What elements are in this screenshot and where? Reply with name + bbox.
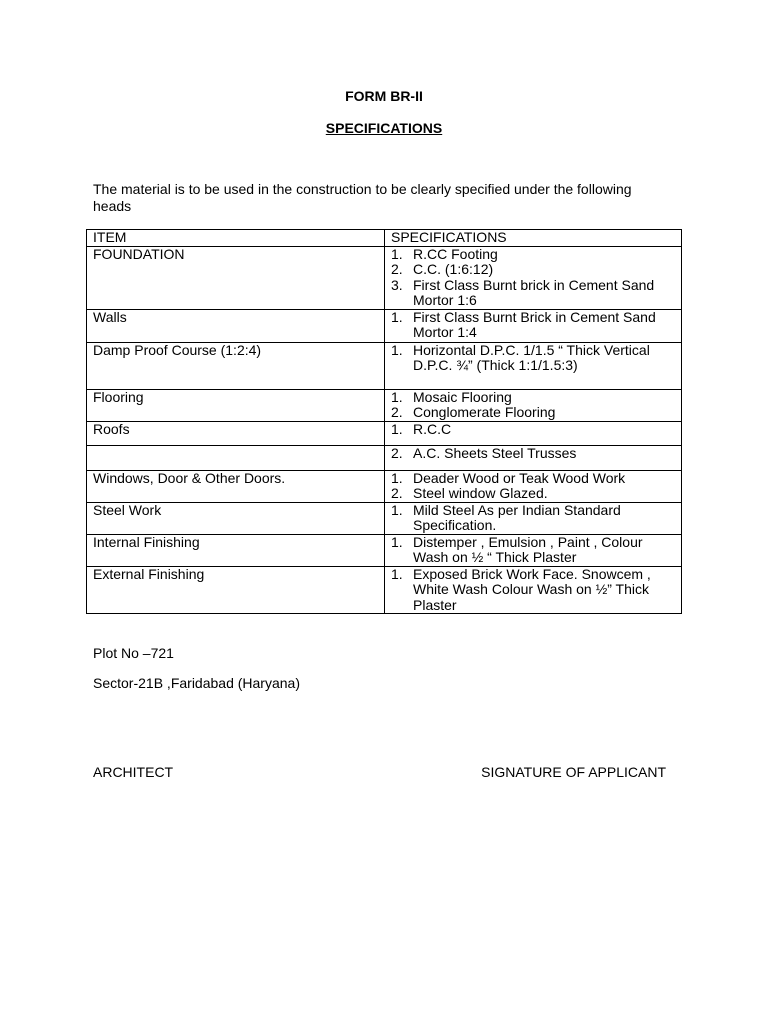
header-specifications: SPECIFICATIONS	[385, 230, 682, 247]
row-specifications	[385, 445, 682, 470]
table-row	[87, 309, 682, 342]
row-item: External Finishing	[87, 566, 385, 614]
row-specifications	[385, 342, 682, 389]
list-item	[391, 405, 675, 421]
table-row	[87, 445, 682, 470]
row-item: Steel Work	[87, 502, 385, 534]
spec-number: 1.	[391, 308, 403, 325]
spec-list	[391, 535, 675, 566]
spec-text: Horizontal D.P.C. 1/1.5 “ Thick Vertical D.P.C. ¾” (Thick 1:1/1.5:3)	[413, 341, 650, 373]
spec-text: Conglomerate Flooring	[413, 404, 556, 420]
list-item	[391, 278, 675, 309]
spec-text: First Class Burnt Brick in Cement Sand Mortor 1:4	[413, 308, 656, 340]
spec-number: 1.	[391, 245, 403, 262]
row-item: Damp Proof Course (1:2:4)	[87, 342, 385, 389]
list-item	[391, 247, 675, 263]
list-item	[391, 503, 675, 534]
table-row	[87, 566, 682, 614]
table-row	[87, 342, 682, 389]
spec-list	[391, 247, 675, 309]
list-item	[391, 567, 675, 614]
row-specifications	[385, 309, 682, 342]
spec-list	[391, 503, 675, 534]
specifications-title: SPECIFICATIONS	[325, 120, 443, 136]
spec-text: C.C. (1:6:12)	[413, 261, 494, 277]
spec-list	[391, 567, 675, 614]
spec-number: 1.	[391, 469, 403, 486]
row-specifications	[385, 389, 682, 421]
spec-number: 1.	[391, 565, 403, 582]
spec-list	[391, 343, 675, 374]
row-item: FOUNDATION	[87, 246, 385, 309]
spec-number: 1.	[391, 533, 403, 550]
architect-label: ARCHITECT	[93, 764, 174, 780]
table-row	[87, 502, 682, 534]
spec-number: 1.	[391, 388, 403, 405]
row-item: Roofs	[87, 421, 385, 445]
row-specifications	[385, 534, 682, 566]
row-item	[87, 445, 385, 470]
spec-text: First Class Burnt brick in Cement Sand Mortor 1:6	[413, 276, 655, 308]
spec-number: 2.	[391, 261, 403, 277]
list-item	[391, 343, 675, 374]
row-specifications	[385, 470, 682, 502]
spec-list	[391, 446, 675, 462]
table-row	[87, 246, 682, 309]
spec-text: Mild Steel As per Indian Standard Specification.	[413, 501, 621, 533]
plot-number: Plot No –721	[93, 645, 174, 661]
spec-text: A.C. Sheets Steel Trusses	[413, 444, 577, 461]
list-item	[391, 310, 675, 341]
spec-text: Distemper , Emulsion , Paint , Colour Wash on ½ “ Thick Plaster	[413, 533, 643, 565]
header-item: ITEM	[87, 230, 385, 247]
list-item	[391, 422, 675, 438]
row-item: Flooring	[87, 389, 385, 421]
spec-list	[391, 422, 675, 438]
spec-number: 2.	[391, 444, 403, 461]
table-header-row	[87, 230, 682, 247]
row-specifications	[385, 566, 682, 614]
spec-number: 2.	[391, 404, 403, 420]
spec-number: 1.	[391, 341, 403, 358]
table-row	[87, 534, 682, 566]
specifications-table	[86, 229, 682, 614]
row-specifications	[385, 246, 682, 309]
spec-text: Deader Wood or Teak Wood Work	[413, 469, 626, 486]
table-row	[87, 470, 682, 502]
spec-text: Exposed Brick Work Face. Snowcem , White Wash Colour Wash on ½” Thick Plaster	[413, 565, 651, 613]
row-item: Walls	[87, 309, 385, 342]
list-item	[391, 446, 675, 462]
spec-list	[391, 310, 675, 341]
spec-number: 3.	[391, 276, 403, 293]
list-item	[391, 390, 675, 406]
row-specifications	[385, 421, 682, 445]
form-title: FORM BR-II	[345, 88, 423, 104]
intro-paragraph: The material is to be used in the construction to be clearly specified under the following heads	[93, 181, 632, 214]
spec-text: R.C.C	[413, 420, 452, 437]
spec-number: 2.	[391, 485, 403, 501]
signature-label: SIGNATURE OF APPLICANT	[481, 764, 666, 780]
row-item: Internal Finishing	[87, 534, 385, 566]
table-row	[87, 421, 682, 445]
spec-list	[391, 471, 675, 502]
list-item	[391, 262, 675, 278]
list-item	[391, 486, 675, 502]
table-row	[87, 389, 682, 421]
spec-number: 1.	[391, 501, 403, 518]
row-specifications	[385, 502, 682, 534]
spec-text: Steel window Glazed.	[413, 485, 548, 501]
list-item	[391, 471, 675, 487]
list-item	[391, 535, 675, 566]
sector-address: Sector-21B ,Faridabad (Haryana)	[93, 675, 300, 691]
spec-text: R.CC Footing	[413, 245, 498, 262]
spec-text: Mosaic Flooring	[413, 388, 512, 405]
table-body	[87, 246, 682, 614]
spec-number: 1.	[391, 420, 403, 437]
row-item: Windows, Door & Other Doors.	[87, 470, 385, 502]
spec-list	[391, 390, 675, 421]
